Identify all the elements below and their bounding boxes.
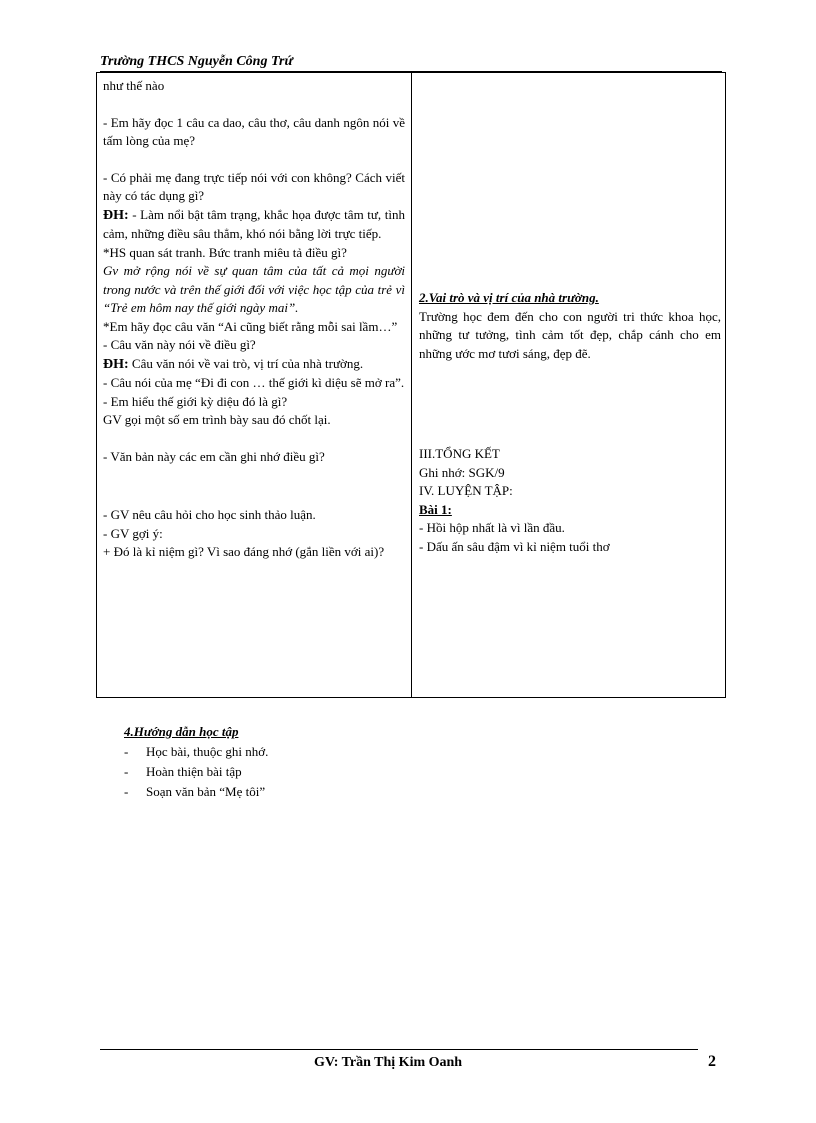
- answer-text: Câu văn nói về vai trò, vị trí của nhà trường.: [128, 355, 364, 371]
- teacher-name: GV: Trần Thị Kim Oanh: [314, 1055, 463, 1070]
- answer-text: - Làm nổi bật tâm trạng, khắc họa được tâm tư, tình cảm, những điều sâu thẳm, khó nói bằng lời trực tiếp.: [103, 206, 405, 241]
- left-text-9: [103, 355, 405, 375]
- column-divider: [411, 73, 412, 697]
- left-text-1: như thế nào: [103, 78, 165, 93]
- footer-divider: [100, 1049, 698, 1050]
- list-item: [124, 762, 524, 782]
- left-text-4: [103, 206, 405, 244]
- list-dash: -: [124, 744, 129, 759]
- list-dash: -: [124, 764, 129, 779]
- left-text-3: - Có phải mẹ đang trực tiếp nói với con không? Cách viết này có tác dụng gì?: [103, 169, 405, 203]
- left-text-16: + Đó là kỉ niệm gì? Vì sao đáng nhớ (gắn liền với ai)?: [103, 544, 385, 559]
- teacher-activity-column: [103, 77, 405, 562]
- answer-label: ĐH:: [103, 356, 129, 372]
- summary-note: Ghi nhớ: SGK/9: [419, 464, 505, 480]
- answer-label: ĐH:: [103, 207, 129, 223]
- exercise-item-1: - Hồi hộp nhất là vì lần đầu.: [419, 520, 565, 535]
- list-item: [124, 782, 524, 802]
- left-text-2: - Em hãy đọc 1 câu ca dao, câu thơ, câu danh ngôn nói về tấm lòng của mẹ?: [103, 114, 405, 148]
- lesson-table: [96, 72, 726, 698]
- left-text-10: - Câu nói của mẹ “Đi đi con … thế giới kì diệu sẽ mở ra”.: [103, 375, 405, 390]
- left-text-7: *Em hãy đọc câu văn “Ai cũng biết rằng mỗi sai lầm…”: [103, 318, 398, 334]
- section-title: 2.Vai trò và vị trí của nhà trường.: [419, 290, 599, 305]
- left-text-5: *HS quan sát tranh. Bức tranh miêu tả điều gì?: [103, 244, 347, 260]
- left-text-13: - Văn bản này các em cần ghi nhớ điều gì?: [103, 448, 325, 464]
- section-text: Trường học đem đến cho con người tri thức khoa học, những tư tưởng, tình cảm tốt đẹp, chắp cánh cho em những ước mơ tươi sáng, đẹp đẽ.: [419, 308, 721, 361]
- study-guide: [124, 722, 524, 802]
- list-item-text: Học bài, thuộc ghi nhớ.: [146, 744, 269, 759]
- guide-list: [124, 742, 524, 802]
- left-text-8: - Câu văn này nói về điều gì?: [103, 337, 256, 352]
- exercise-item-2: - Dấu ấn sâu đậm vì kỉ niệm tuổi thơ: [419, 538, 610, 554]
- list-item-text: Soạn văn bản “Mẹ tôi”: [146, 784, 266, 799]
- left-text-15: - GV gợi ý:: [103, 525, 163, 541]
- left-text-11: - Em hiểu thế giới kỳ diệu đó là gì?: [103, 393, 288, 409]
- list-item: [124, 742, 524, 762]
- practice-title: IV. LUYỆN TẬP:: [419, 483, 513, 498]
- list-dash: -: [124, 784, 129, 799]
- left-text-6: Gv mở rộng nói về sự quan tâm của tất cả mọi người trong nước và trên thế giới đối với việc học tập của trẻ vì “Trẻ em hôm nay thế giới ngày mai”.: [103, 263, 405, 315]
- list-item-text: Hoàn thiện bài tập: [146, 764, 242, 779]
- content-column: [419, 289, 721, 556]
- exercise-title: Bài 1:: [419, 501, 452, 517]
- summary-title: III.TỔNG KẾT: [419, 446, 500, 461]
- left-text-12: GV gọi một số em trình bày sau đó chốt lại.: [103, 412, 331, 427]
- left-text-14: - GV nêu câu hỏi cho học sinh thảo luận.: [103, 507, 316, 522]
- guide-title: 4.Hướng dẫn học tập: [124, 724, 239, 739]
- page-header: [100, 54, 722, 72]
- school-name: Trường THCS Nguyễn Công Trứ: [100, 54, 293, 69]
- page-number: 2: [708, 1053, 716, 1070]
